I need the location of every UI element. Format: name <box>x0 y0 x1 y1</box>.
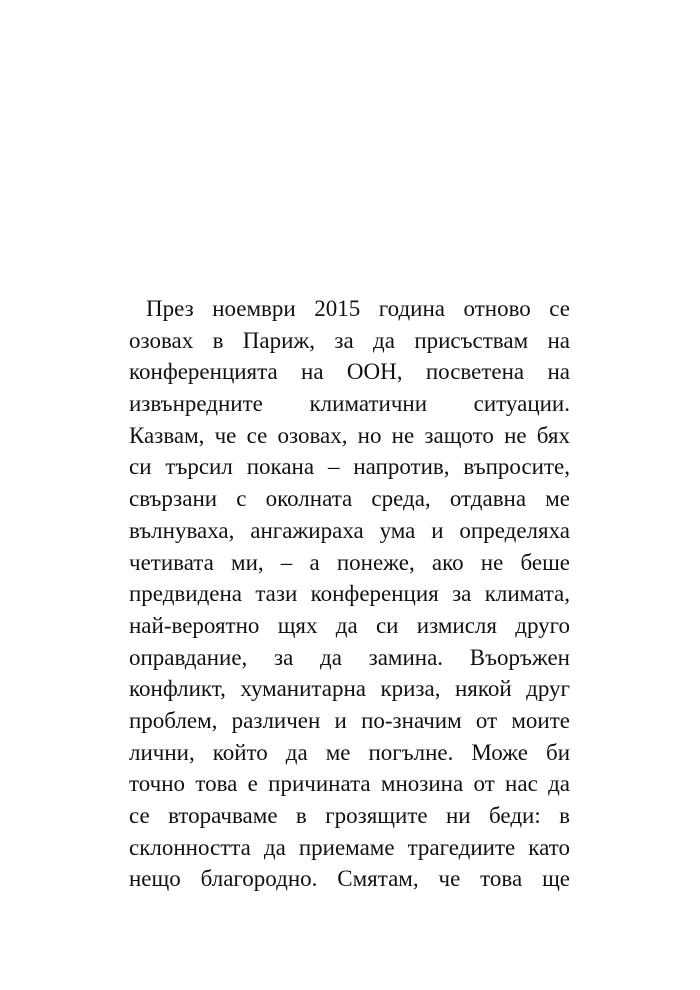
text-line: свързани с околната среда, отдавна ме <box>129 486 570 512</box>
text-line: Казвам, че се озовах, но не защото не бях <box>129 422 570 448</box>
text-line: четивата ми, – а понеже, ако не беше <box>129 549 570 575</box>
text-line: оправдание, за да замина. Въоръжен <box>129 644 570 670</box>
text-line: най-вероятно щях да си измисля друго <box>129 612 570 638</box>
body-paragraph <box>129 293 570 895</box>
text-line: озовах в Париж, за да присъствам на <box>129 327 570 353</box>
text-line: предвидена тази конференция за климата, <box>129 581 570 607</box>
text-line: конференцията на ООН, посветена на <box>129 359 570 385</box>
text-line: лични, който да ме погълне. Може би <box>129 739 570 765</box>
text-line: През ноември 2015 година отново се <box>146 296 570 321</box>
text-line: нещо благородно. Смятам, че това ще <box>129 866 570 892</box>
text-line: проблем, различен и по-значим от моите <box>129 707 570 733</box>
text-line: конфликт, хуманитарна криза, някой друг <box>129 676 570 702</box>
text-line: точно това е причината мнозина от нас да <box>129 771 570 797</box>
text-line: склонността да приемаме трагедиите като <box>129 834 570 860</box>
text-line: вълнуваха, ангажираха ума и определяха <box>129 517 570 543</box>
text-line: си търсил покана – напротив, въпросите, <box>129 454 570 480</box>
text-line: се вторачваме в грозящите ни беди: в <box>129 803 570 828</box>
text-line: извънредните климатични ситуации. <box>129 391 570 417</box>
